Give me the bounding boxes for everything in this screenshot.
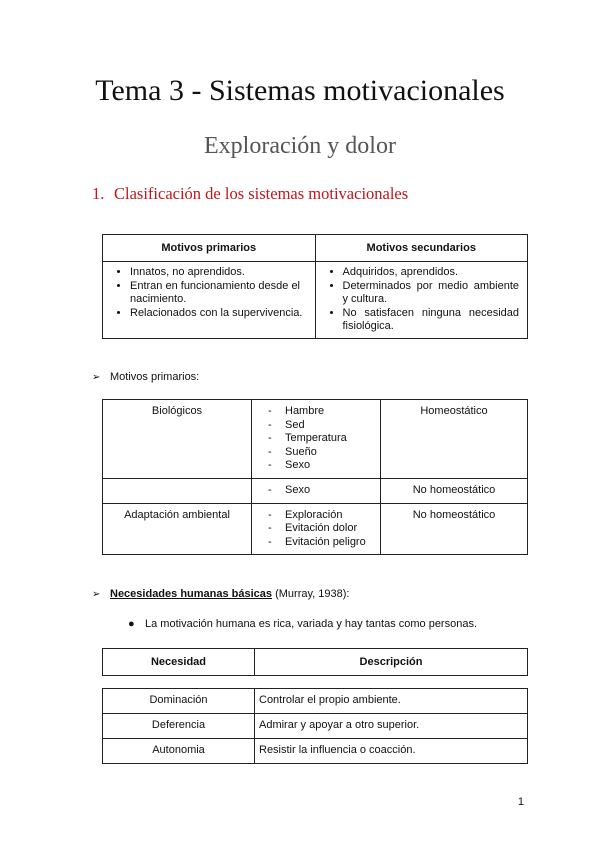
needs-bullet [128,618,477,630]
section-heading [92,184,408,204]
header-primary-motives: Motivos primarios [103,235,316,262]
need-cell: Autonomia [103,739,255,764]
list-item: - Sexo [268,484,374,498]
primary-motives-line [92,371,199,383]
header-description: Descripción [255,649,528,676]
header-secondary-motives: Motivos secundarios [315,235,528,262]
needs-label: Necesidades humanas básicas [110,588,273,600]
needs-bullet-text: La motivación humana es rica, variada y hay tantas como personas. [145,618,478,630]
list-item: • Determinados por medio ambiente y cultura. [343,280,520,307]
table-row [103,503,528,555]
motive-items-list [258,484,374,498]
arrowhead-bullet-icon: ➢ [92,371,101,383]
primary-motives-label: Motivos primarios: [110,371,200,383]
table-row [103,739,528,764]
table-row [103,478,528,503]
list-item: - Temperatura [268,432,374,446]
category-cell: Biológicos [103,400,252,479]
arrowhead-bullet-icon: ➢ [92,588,101,600]
list-item: - Exploración [268,509,374,523]
list-item: • Relacionados con la supervivencia. [130,307,307,321]
list-item: - Sed [268,419,374,433]
items-cell [252,478,381,503]
list-item: - Sueño [268,446,374,460]
description-cell: Resistir la influencia o coacción. [255,739,528,764]
needs-citation: (Murray, 1938): [272,588,350,600]
needs-line [92,588,349,600]
motives-comparison-table [102,234,528,339]
category-cell [103,478,252,503]
bullet-dot-icon: ● [128,618,135,630]
motive-items-list [258,405,374,473]
primary-motives-list [113,266,307,320]
primary-motives-cell [103,262,316,339]
list-item: - Sexo [268,459,374,473]
type-cell: Homeostático [381,400,528,479]
primary-motives-table [102,399,528,555]
list-item: - Hambre [268,405,374,419]
table-header-row [103,235,528,262]
page-number: 1 [517,796,524,808]
section-heading-text: Clasificación de los sistemas motivacionales [114,184,409,203]
list-item: • No satisfacen ninguna necesidad fisiológica. [343,307,520,334]
need-cell: Dominación [103,689,255,714]
needs-header-table [102,648,528,676]
table-row [103,400,528,479]
document-subtitle: Exploración y dolor [204,133,396,159]
description-cell: Controlar el propio ambiente. [255,689,528,714]
list-item: • Entran en funcionamiento desde el nacimiento. [130,280,307,307]
motive-items-list [258,509,374,550]
category-cell: Adaptación ambiental [103,503,252,555]
table-row [103,262,528,339]
document-title: Tema 3 - Sistemas motivacionales [95,74,505,107]
secondary-motives-list [326,266,520,334]
section-number: 1. [92,184,105,203]
type-cell: No homeostático [381,503,528,555]
list-item: - Evitación dolor [268,522,374,536]
header-need: Necesidad [103,649,255,676]
list-item: - Evitación peligro [268,536,374,550]
items-cell [252,503,381,555]
type-cell: No homeostático [381,478,528,503]
needs-table [102,688,528,764]
need-cell: Deferencia [103,714,255,739]
table-header-row [103,649,528,676]
list-item: • Adquiridos, aprendidos. [343,266,520,280]
table-row [103,689,528,714]
items-cell [252,400,381,479]
secondary-motives-cell [315,262,528,339]
list-item: • Innatos, no aprendidos. [130,266,307,280]
table-row [103,714,528,739]
description-cell: Admirar y apoyar a otro superior. [255,714,528,739]
